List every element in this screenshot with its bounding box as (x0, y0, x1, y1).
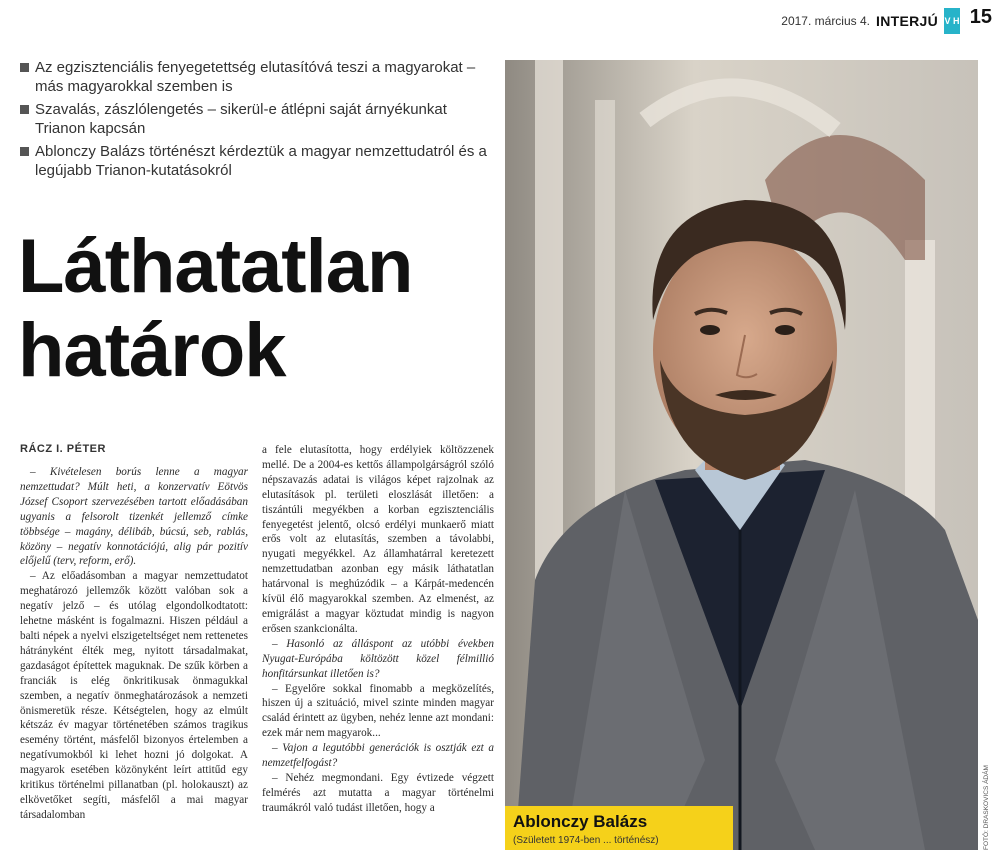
bullet-square-icon (20, 147, 29, 156)
photo-caption (505, 806, 733, 850)
interview-question: – Vajon a legutóbbi generációk is osztják ezt a nemzetfelfogást? (262, 742, 494, 770)
newspaper-logo (944, 8, 960, 34)
bullet-square-icon (20, 63, 29, 72)
interview-question: – Kivételesen borús lenne a magyar nemzettudat? Múlt heti, a konzervatív Eötvös József Csoport szervezésében tartott előadásában ugyanis a felsorolt tizenkét jellemző címke többsége – magány, délibáb, búcsú, seb, rablás, közöny – negatív konnotációjú, alig pár pozitív előjelű (terv, reform, erő). (20, 466, 248, 568)
lead-bullets (20, 58, 500, 184)
portrait-illustration (505, 60, 978, 850)
portrait-photo (505, 60, 978, 850)
bullet-square-icon (20, 105, 29, 114)
page-number: 15 (969, 6, 992, 28)
caption-subtitle: (Született 1974-ben ... történész) (513, 835, 659, 846)
interview-answer: – Egyelőre sokkal finomabb a megközelítés, hiszen új a szituáció, mivel szinte minden magyar család érintett az ügyben, nehéz lenne azt mondani: ezek már nem magyarok... (262, 682, 494, 740)
header-meta (781, 8, 960, 34)
headline-line-2: határok (18, 308, 286, 393)
headline-line-1: Láthatatlan (18, 224, 413, 309)
article-column-2 (262, 443, 494, 850)
logo-text: V H (944, 16, 960, 26)
interview-answer-continued: a fele elutasította, hogy erdélyiek költözzenek mellé. De a 2004-es kettős állampolgárságról szóló népszavazás adatai is világos képet rajzolnak az elutasítások pl. területi eloszlását illetően: a tiszántúli megyékben a korban egzisztenciális fenyegetést jelentő, olcsó erdélyi munkaerő miatt erős volt az elutasítás, szemben a távolabbi, nyugati megyékkel. Az államhatárral keretezett nemzettudatban azonban egy másik láthatatlan határvonal is meghúzódik – a Kárpát-medencén kívül élő magyarokkal szemben. Az elmenést, az emigrálást a magyar köztudat mindig is nagyon erősen szankcionálta. (262, 444, 494, 635)
lead-bullet (20, 100, 500, 138)
lead-bullet (20, 58, 500, 96)
caption-name: Ablonczy Balázs (513, 812, 648, 831)
article-headline (18, 225, 498, 393)
article-column-1 (20, 465, 248, 850)
section-name: INTERJÚ (876, 13, 938, 29)
photo-credit: FOTÓ: DRASKOVICS ÁDÁM (983, 765, 990, 850)
lead-bullet-text: Ablonczy Balázs történészt kérdeztük a magyar nemzettudatról és a legújabb Trianon-kutatásokról (35, 143, 487, 179)
issue-date: 2017. március 4. (781, 14, 870, 28)
lead-bullet-text: Az egzisztenciális fenyegetettség elutasítóvá teszi a magyarokat – más magyarokkal szemben is (35, 59, 476, 95)
interview-answer: – Az előadásomban a magyar nemzettudatot meghatározó jellemzők között valóban sok a negatív jelző – és utólag elgondolkodtatott: lehetne másként is fogalmazni. Hiszen például a balti népek a nyelvi elszigeteltséget nem rettenetes hátrányként élték meg, nyitott társadalmakat, gazdaságot építettek maguknak. De szűk körben a franciák is elég önkritikusak önmagukkal szemben, a negatív önmeghatározások a nemzeti önismeretük része. Kétségtelen, hogy az elmúlt kétszáz év magyar történetében számos tragikus esemény történt, másfelől bizonyos értelemben a negatívumokból ki lehet hozni jó dolgokat. A magyarok esetében közönyként leírt attitűd egy kritikus történelmi pillanatban (pl. holokauszt) az elkövetőket segíti, másfelől a mai magyar társadalomban (20, 570, 248, 821)
lead-bullet (20, 142, 500, 180)
lead-bullet-text: Szavalás, zászlólengetés – sikerül-e átlépni saját árnyékunkat Trianon kapcsán (35, 101, 447, 137)
interview-answer: – Nehéz megmondani. Egy évtizede végzett felmérés azt mutatta a magyar történelmi traumákról való tudást illetően, hogy a (262, 771, 494, 814)
page-header (0, 0, 1000, 40)
byline: RÁCZ I. PÉTER (20, 443, 106, 455)
interview-question: – Hasonló az álláspont az utóbbi években Nyugat-Európába költözött közel félmillió honfitársunkat illetően is? (262, 637, 494, 680)
